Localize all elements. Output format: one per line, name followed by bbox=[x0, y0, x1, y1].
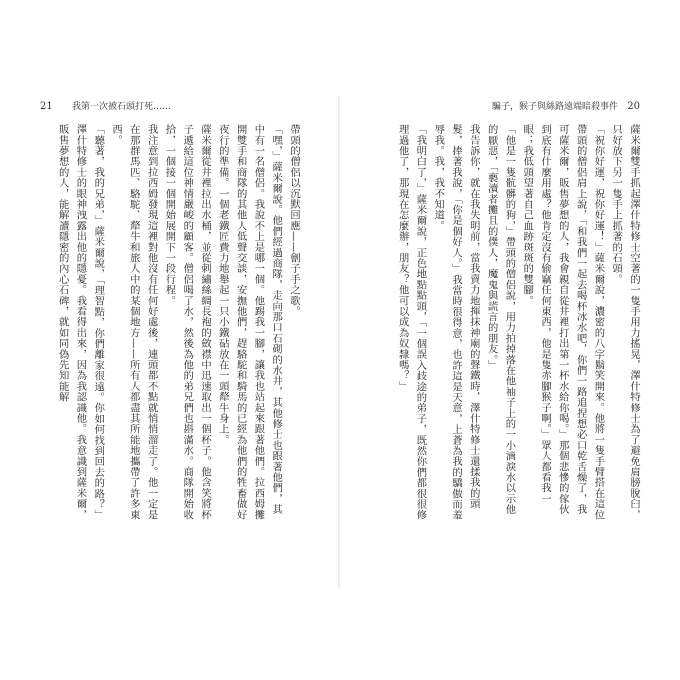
paragraph: 我告訴你，就在我失明前，當我賣力地揮抹神廟的聲鐵時，澤什特修士還揉我的頭髮，捧著我說，「你是個好人。」我當時很得意，也許這是天意，上蒼為我的驕傲而羞辱我。我，我不知道。 bbox=[432, 124, 480, 521]
body-text bbox=[368, 124, 642, 524]
paragraph: 帶頭的僧侶以沉默回應——劊子手之歌。 bbox=[288, 124, 300, 317]
page-number: 21 bbox=[40, 101, 53, 112]
paragraph: 「嘿，」薩米爾說。他們經過商隊，走向那口石砌的水井，其他修士也跟著他們，其中有一名僧侶。我說不上是哪一個。他踢我一腳，讓我也站起來跟著他們。拉西姆攤開雙手和商隊的其他人低聲交談，安撫他們，趕駱駝和騎馬的已經為他們的牲畜做好夜行的準備。一個老鐵匠費力地舉起一只小鐵砧放在一頭犛牛身上。 bbox=[216, 124, 283, 520]
body-text bbox=[56, 124, 302, 524]
paragraph: 「聽著，我的兄弟，」薩米爾說，「理智點，你們離家很遠。你如何找到回去的路？」澤什特修士的眼神洩露出他的隱憂。我看得出來，因為我認識他。我意識到薩米爾，販售夢想的人，能解讀隱密的內心石碑，就如同偽先知能解 bbox=[56, 124, 105, 521]
paragraph: 薩米爾雙手抓起澤什特修士空著的一隻手用力搖晃，澤什特修士為了避免肩膀脫臼，只好放下另一隻手上抓著的石頭。 bbox=[610, 124, 640, 520]
paragraph: 我注意到拉西姆發現這裡對他沒有任何好處後，連頭都不點就悄悄溜走了。他一定是在那群馬匹、駱駝、犛牛和旅人中的某個地方——所有人都盡其所能地攜帶了許多東西。 bbox=[110, 124, 158, 520]
left-page bbox=[16, 100, 332, 580]
running-title: 騙子，猴子與絲路遠端暗殺事件 bbox=[491, 102, 618, 112]
page-number: 20 bbox=[627, 101, 640, 112]
paragraph: 薩米爾從井裡拉出水桶，並從刺繡絲綢長袍的斂襟中迅速取出一個杯子。他含笑將杯子遞給這位神情嚴峻的顧客。僧侶喝了水，然後為他的弟兄們也斟滿水。商隊開始收拾，一個接一個開始展開下一段行程。 bbox=[163, 124, 212, 520]
running-title: 我第一次被石頭打死…… bbox=[72, 102, 172, 112]
paragraph: 「我明白了，」薩米爾說，正色地點點頭，「一個誤入歧途的弟子，既然你們都很很修理過他了，那現在怎麼辦，朋友？他可以成為奴隸嗎？」 bbox=[396, 124, 427, 521]
book-spine bbox=[338, 96, 340, 588]
right-page bbox=[346, 100, 664, 580]
paragraph: 「他是一隻骯髒的狗，」帶頭的僧侶說，用力拍掉落在他袖子上的一小滴淚水以示他的厭惡，「褻瀆者攤且的僕人，魔鬼與謊言的朋友。」 bbox=[485, 124, 516, 515]
paragraph: 「祝你好運，祝你好運！」薩米爾說，濃密的八字鬍笑開來。他將一隻手臂搭在這位帶頭的僧侶肩上說，「和我們一起去喝杯冰水吧，你們一路追捏想必口乾舌燥了，我可薩米爾，販售夢想的人，我會親自從井裡打出第一杯水給你喝。」那個悲慘的傢伙到底有什麼用處？他肯定沒有偷竊任何東西，他是隻赤腳猴子啊。」眾人都看我一眼；我低頭望著自己血跡斑斑的雙腳。 bbox=[521, 124, 605, 520]
